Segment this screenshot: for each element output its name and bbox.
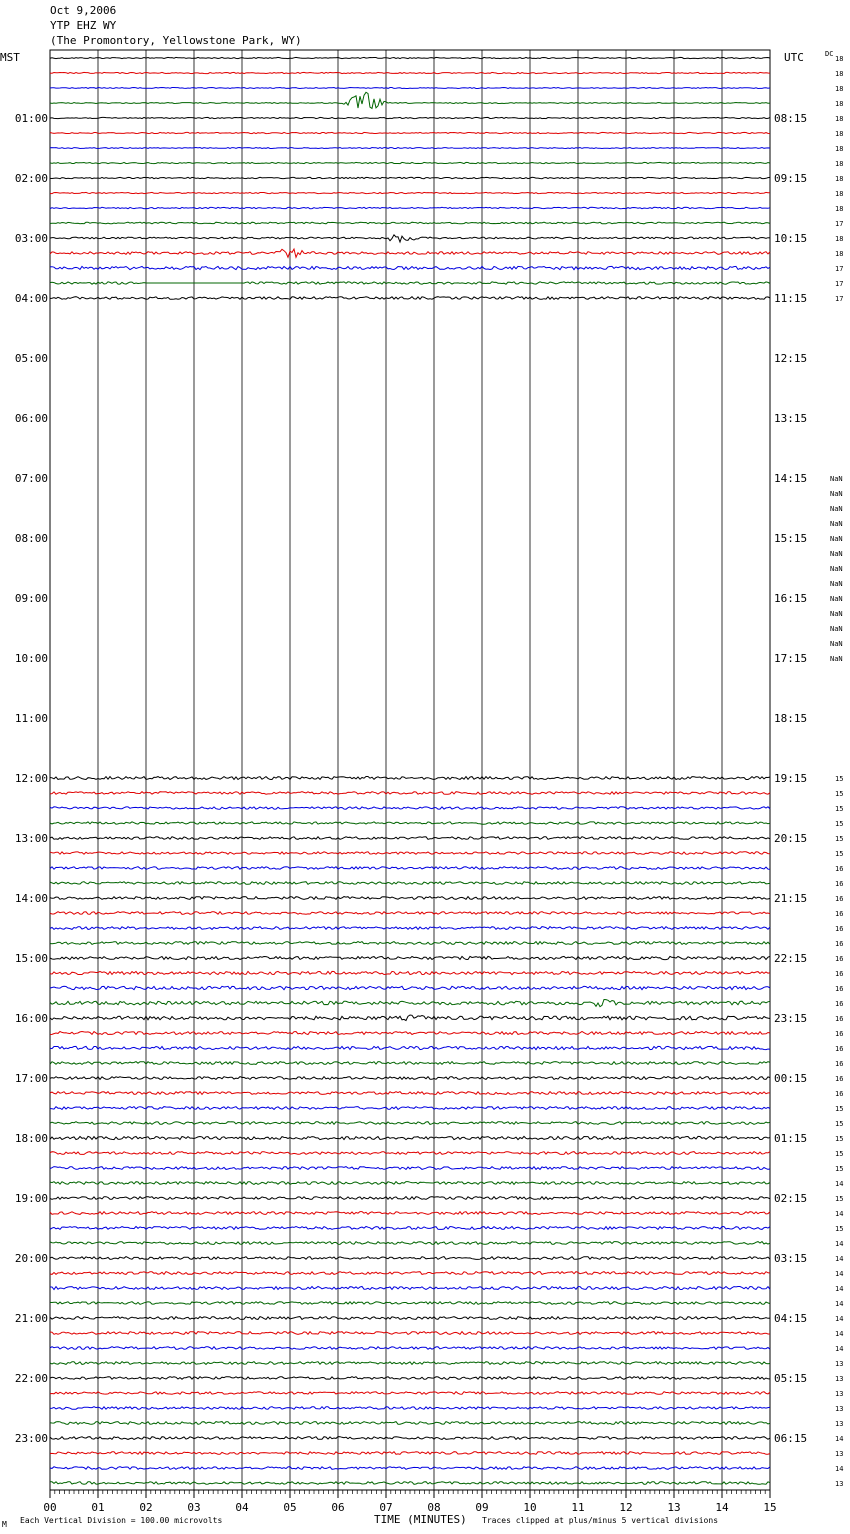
hour-label-utc: 05:15 — [774, 1372, 808, 1385]
seismic-trace — [50, 1242, 770, 1245]
x-tick-label: 05 — [283, 1501, 297, 1514]
seismic-trace — [50, 927, 770, 930]
hour-label-mst: 20:00 — [14, 1252, 48, 1265]
dc-offset-label: 18 — [835, 145, 844, 153]
seismic-trace — [50, 882, 770, 885]
hour-label-utc: 11:15 — [774, 292, 808, 305]
x-tick-label: 03 — [187, 1501, 201, 1514]
dc-offset-label: 16 — [835, 970, 844, 978]
hour-label-mst: 02:00 — [14, 172, 48, 185]
dc-offset-label: NaN — [830, 610, 843, 618]
x-tick-label: 15 — [763, 1501, 777, 1514]
dc-offset-label: 15 — [835, 835, 844, 843]
seismic-trace — [50, 1392, 770, 1395]
utc-label: UTC — [784, 51, 804, 64]
seismic-trace — [50, 1212, 770, 1215]
hour-label-utc: 17:15 — [774, 652, 808, 665]
dc-offset-label: 16 — [835, 1000, 844, 1008]
dc-offset-label: 14 — [835, 1285, 844, 1293]
dc-offset-label: 13 — [835, 1480, 844, 1488]
corner-mark: M — [2, 1520, 7, 1529]
mst-label: MST — [0, 51, 20, 64]
dc-offset-label: 17 — [835, 265, 844, 273]
seismic-trace — [50, 1077, 770, 1080]
hour-label-utc: 04:15 — [774, 1312, 808, 1325]
hour-label-mst: 03:00 — [14, 232, 48, 245]
seismic-trace — [50, 971, 770, 974]
hour-label-utc: 20:15 — [774, 832, 808, 845]
hour-label-utc: 14:15 — [774, 472, 808, 485]
label-layer — [15, 55, 844, 1514]
hour-label-utc: 02:15 — [774, 1192, 808, 1205]
dc-offset-label: 15 — [835, 1135, 844, 1143]
seismic-trace — [50, 1362, 770, 1365]
dc-offset-label: 15 — [835, 820, 844, 828]
x-tick-label: 08 — [427, 1501, 441, 1514]
seismic-trace — [50, 1272, 770, 1275]
scale-note: Each Vertical Division = 100.00 microvolts — [20, 1516, 223, 1525]
dc-offset-label: 16 — [835, 1045, 844, 1053]
dc-offset-label: 16 — [835, 955, 844, 963]
dc-offset-label: 14 — [835, 1270, 844, 1278]
dc-offset-label: 15 — [835, 1165, 844, 1173]
dc-offset-label: 18 — [835, 70, 844, 78]
hour-label-utc: 03:15 — [774, 1252, 808, 1265]
seismic-trace — [50, 1227, 770, 1230]
seismic-trace — [50, 1062, 770, 1065]
dc-offset-label: 15 — [835, 1225, 844, 1233]
dc-offset-label: NaN — [830, 505, 843, 513]
hour-label-mst: 10:00 — [14, 652, 48, 665]
dc-offset-label: 16 — [835, 925, 844, 933]
hour-label-utc: 06:15 — [774, 1432, 808, 1445]
dc-offset-label: NaN — [830, 475, 843, 483]
seismic-trace — [50, 92, 770, 108]
seismic-trace — [50, 1182, 770, 1185]
dc-offset-label: 14 — [835, 1315, 844, 1323]
hour-label-utc: 21:15 — [774, 892, 808, 905]
seismic-trace — [50, 1287, 770, 1290]
hour-label-utc: 09:15 — [774, 172, 808, 185]
x-tick-label: 04 — [235, 1501, 249, 1514]
dc-offset-label: NaN — [830, 520, 843, 528]
dc-offset-label: 16 — [835, 1030, 844, 1038]
hour-label-mst: 08:00 — [14, 532, 48, 545]
seismic-trace — [50, 837, 770, 840]
hour-label-utc: 00:15 — [774, 1072, 808, 1085]
seismic-trace — [50, 1347, 770, 1350]
dc-offset-label: 14 — [835, 1300, 844, 1308]
seismic-trace — [50, 192, 770, 193]
dc-offset-label: 14 — [835, 1330, 844, 1338]
hour-label-mst: 09:00 — [14, 592, 48, 605]
clip-note: Traces clipped at plus/minus 5 vertical divisions — [482, 1516, 719, 1525]
station-code: YTP EHZ WY — [50, 19, 117, 32]
dc-offset-label: 15 — [835, 1105, 844, 1113]
dc-offset-label: 13 — [835, 1375, 844, 1383]
dc-offset-label: 14 — [835, 1180, 844, 1188]
dc-offset-label: 15 — [835, 1150, 844, 1158]
dc-offset-label: 18 — [835, 130, 844, 138]
seismic-trace — [50, 1015, 770, 1021]
seismic-trace — [50, 282, 770, 284]
dc-offset-label: NaN — [830, 490, 843, 498]
dc-offset-label: 18 — [835, 100, 844, 108]
seismic-trace — [50, 822, 770, 824]
dc-offset-label: 15 — [835, 775, 844, 783]
seismic-trace — [50, 1332, 770, 1335]
x-tick-label: 09 — [475, 1501, 489, 1514]
hour-label-mst: 15:00 — [14, 952, 48, 965]
dc-offset-label: 18 — [835, 205, 844, 213]
x-tick-label: 10 — [523, 1501, 537, 1514]
seismic-trace — [50, 1000, 770, 1007]
seismic-trace — [50, 1107, 770, 1110]
dc-offset-label: 14 — [835, 1345, 844, 1353]
dc-offset-label: 18 — [835, 175, 844, 183]
dc-offset-label: 15 — [835, 1120, 844, 1128]
hour-label-mst: 16:00 — [14, 1012, 48, 1025]
hour-label-mst: 14:00 — [14, 892, 48, 905]
hour-label-mst: 06:00 — [14, 412, 48, 425]
dc-offset-label: 14 — [835, 1465, 844, 1473]
x-tick-label: 07 — [379, 1501, 393, 1514]
dc-offset-label: 13 — [835, 1420, 844, 1428]
seismic-trace — [50, 807, 770, 809]
seismic-trace — [50, 777, 770, 780]
dc-offset-label: 15 — [835, 850, 844, 858]
dc-offset-label: NaN — [830, 625, 843, 633]
hour-label-utc: 22:15 — [774, 952, 808, 965]
dc-offset-label: 16 — [835, 865, 844, 873]
dc-offset-label: 18 — [835, 190, 844, 198]
dc-offset-label: NaN — [830, 595, 843, 603]
dc-offset-label: 17 — [835, 220, 844, 228]
dc-offset-label: 13 — [835, 1405, 844, 1413]
seismic-trace — [50, 1452, 770, 1455]
seismic-trace — [50, 1377, 770, 1380]
x-tick-label: 13 — [667, 1501, 681, 1514]
hour-label-mst: 23:00 — [14, 1432, 48, 1445]
seismic-trace — [50, 956, 770, 959]
hour-label-utc: 16:15 — [774, 592, 808, 605]
dc-offset-label: 18 — [835, 85, 844, 93]
hour-label-mst: 18:00 — [14, 1132, 48, 1145]
seismic-trace — [50, 1046, 770, 1049]
dc-offset-label: NaN — [830, 565, 843, 573]
x-tick-label: 12 — [619, 1501, 633, 1514]
dc-offset-label: 18 — [835, 115, 844, 123]
dc-offset-label: 13 — [835, 1450, 844, 1458]
dc-offset-label: 16 — [835, 1090, 844, 1098]
hour-label-mst: 07:00 — [14, 472, 48, 485]
dc-offset-label: 15 — [835, 805, 844, 813]
hour-label-mst: 19:00 — [14, 1192, 48, 1205]
seismic-trace — [50, 266, 770, 269]
seismic-trace — [50, 117, 770, 118]
dc-offset-label: 16 — [835, 1075, 844, 1083]
dc-offset-label: 17 — [835, 280, 844, 288]
dc-offset-label: 16 — [835, 985, 844, 993]
seismic-trace — [50, 897, 770, 900]
seismic-trace — [50, 1152, 770, 1155]
dc-offset-label: 16 — [835, 940, 844, 948]
dc-offset-label: 14 — [835, 1435, 844, 1443]
seismic-trace — [50, 162, 770, 163]
dc-offset-label: 14 — [835, 1210, 844, 1218]
dc-offset-label: 18 — [835, 235, 844, 243]
hour-label-utc: 01:15 — [774, 1132, 808, 1145]
seismic-trace — [50, 222, 770, 224]
hour-label-utc: 13:15 — [774, 412, 808, 425]
seismic-trace — [50, 1302, 770, 1305]
hour-label-utc: 10:15 — [774, 232, 808, 245]
dc-offset-label: 18 — [835, 55, 844, 63]
dc-offset-label: NaN — [830, 550, 843, 558]
hour-label-mst: 05:00 — [14, 352, 48, 365]
dc-offset-label: 13 — [835, 1390, 844, 1398]
dc-offset-label: NaN — [830, 580, 843, 588]
dc-offset-label: NaN — [830, 655, 843, 663]
dc-offset-label: NaN — [830, 535, 843, 543]
seismic-trace — [50, 177, 770, 178]
station-location: (The Promontory, Yellowstone Park, WY) — [50, 34, 302, 47]
hour-label-mst: 13:00 — [14, 832, 48, 845]
dc-offset-label: 16 — [835, 895, 844, 903]
dc-offset-label: NaN — [830, 640, 843, 648]
hour-label-mst: 11:00 — [14, 712, 48, 725]
dc-offset-label: 13 — [835, 1360, 844, 1368]
seismic-trace — [50, 1032, 770, 1035]
seismic-trace — [50, 1136, 770, 1139]
seismic-trace — [50, 148, 770, 149]
seismic-trace — [50, 1092, 770, 1095]
hour-label-mst: 01:00 — [14, 112, 48, 125]
hour-label-utc: 19:15 — [774, 772, 808, 785]
hour-label-utc: 08:15 — [774, 112, 808, 125]
x-tick-label: 00 — [43, 1501, 57, 1514]
seismic-trace — [50, 1482, 770, 1485]
seismic-trace — [50, 57, 770, 58]
dc-offset-label: 18 — [835, 160, 844, 168]
dc-offset-label: 16 — [835, 910, 844, 918]
x-tick-label: 06 — [331, 1501, 345, 1514]
seismic-trace — [50, 132, 770, 133]
seismic-trace — [50, 792, 770, 795]
seismic-trace — [50, 942, 770, 945]
x-tick-label: 01 — [91, 1501, 105, 1514]
dc-offset-label: 15 — [835, 790, 844, 798]
dc-offset-label: 16 — [835, 1015, 844, 1023]
seismic-trace — [50, 1437, 770, 1440]
seismic-trace — [50, 297, 770, 300]
hour-label-utc: 15:15 — [774, 532, 808, 545]
seismic-trace — [50, 1122, 770, 1125]
dc-label: DC — [825, 50, 834, 58]
plot-date: Oct 9,2006 — [50, 4, 117, 17]
hour-label-mst: 17:00 — [14, 1072, 48, 1085]
seismic-trace — [50, 72, 770, 73]
seismic-trace — [50, 852, 770, 854]
seismic-trace — [50, 1257, 770, 1260]
seismic-trace — [50, 207, 770, 208]
hour-label-mst: 04:00 — [14, 292, 48, 305]
trace-layer — [50, 57, 770, 1484]
hour-label-utc: 18:15 — [774, 712, 808, 725]
seismic-trace — [50, 249, 770, 257]
seismic-trace — [50, 1167, 770, 1170]
seismic-trace — [50, 867, 770, 870]
dc-offset-label: 14 — [835, 1255, 844, 1263]
seismic-trace — [50, 1422, 770, 1425]
seismic-trace — [50, 88, 770, 89]
seismic-trace — [50, 1467, 770, 1470]
hour-label-mst: 12:00 — [14, 772, 48, 785]
dc-offset-label: 15 — [835, 1195, 844, 1203]
x-tick-label: 02 — [139, 1501, 153, 1514]
seismic-trace — [50, 1197, 770, 1200]
seismic-trace — [50, 1317, 770, 1320]
dc-offset-label: 18 — [835, 250, 844, 258]
dc-offset-label: 16 — [835, 1060, 844, 1068]
dc-offset-label: 16 — [835, 880, 844, 888]
seismic-trace — [50, 235, 770, 242]
dc-offset-label: 17 — [835, 295, 844, 303]
hour-label-utc: 12:15 — [774, 352, 808, 365]
hour-label-mst: 21:00 — [14, 1312, 48, 1325]
x-tick-label: 14 — [715, 1501, 729, 1514]
x-axis-title: TIME (MINUTES) — [374, 1513, 467, 1526]
hour-label-utc: 23:15 — [774, 1012, 808, 1025]
x-tick-label: 11 — [571, 1501, 585, 1514]
seismic-trace — [50, 1407, 770, 1410]
dc-offset-label: 14 — [835, 1240, 844, 1248]
hour-label-mst: 22:00 — [14, 1372, 48, 1385]
seismic-trace — [50, 986, 770, 989]
seismic-trace — [50, 912, 770, 915]
